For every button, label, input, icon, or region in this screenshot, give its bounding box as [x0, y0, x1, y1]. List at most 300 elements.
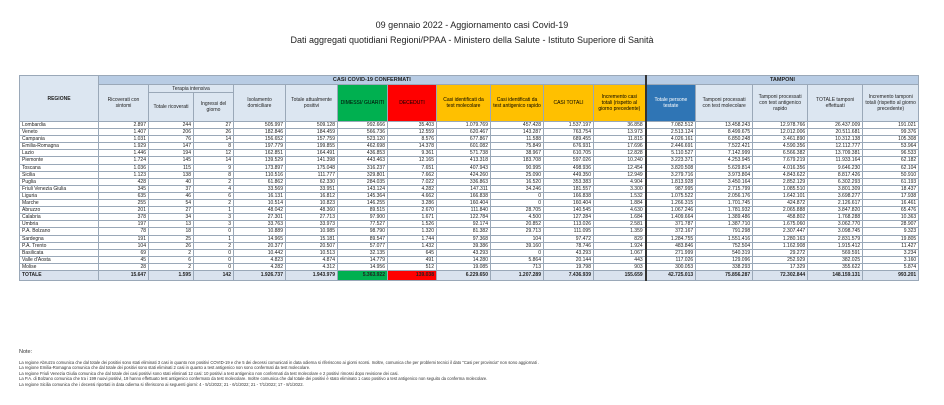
value-cell: 12.012.006 — [753, 129, 808, 136]
value-cell: 316.237 — [338, 164, 388, 171]
value-cell: 5.110.527 — [646, 150, 696, 157]
value-cell: 1.915.412 — [808, 242, 863, 249]
value-cell: 105.308 — [863, 136, 919, 143]
value-cell: 160.404 — [437, 200, 491, 207]
notes-section — [19, 350, 909, 388]
value-cell: 8.817.426 — [808, 171, 863, 178]
value-cell: 3.234 — [863, 249, 919, 256]
value-cell: 139.529 — [234, 157, 286, 164]
value-cell: 15.181 — [286, 235, 338, 242]
value-cell: 33.951 — [286, 185, 338, 192]
value-cell: 1.067.246 — [646, 207, 696, 214]
value-cell: 27 — [149, 207, 194, 214]
table-row — [20, 178, 919, 185]
value-cell: 3.279.716 — [646, 171, 696, 178]
value-cell: 27 — [194, 122, 234, 129]
value-cell: 8.576 — [388, 136, 437, 143]
region-cell: Toscana — [20, 164, 99, 171]
tamp-inc-header: Incremento tamponi totali (rispetto al giorno precedente) — [863, 85, 919, 122]
value-cell: 2 — [149, 263, 194, 270]
value-cell: 6.566.382 — [753, 150, 808, 157]
value-cell: 15.647 — [99, 270, 149, 280]
value-cell: 378 — [99, 214, 149, 221]
value-cell: 10.363 — [863, 214, 919, 221]
value-cell: 77.527 — [338, 221, 388, 228]
value-cell: 12.112.777 — [808, 143, 863, 150]
value-cell: 3.300 — [594, 185, 646, 192]
value-cell: 6.850.248 — [696, 136, 753, 143]
value-cell: 1.929 — [99, 143, 149, 150]
notes-lines — [19, 360, 909, 388]
value-cell: 1.075.522 — [646, 192, 696, 199]
value-cell: 156.652 — [234, 136, 286, 143]
value-cell: 40 — [149, 178, 194, 185]
value-cell: 61.193 — [863, 178, 919, 185]
value-cell: 20.377 — [234, 242, 286, 249]
value-cell: 4.874 — [286, 256, 338, 263]
value-cell: 271.999 — [646, 249, 696, 256]
value-cell: 155.659 — [594, 270, 646, 280]
value-cell: 4.904 — [594, 178, 646, 185]
value-cell: 1.671 — [388, 214, 437, 221]
totali-header: CASI TOTALI — [544, 85, 594, 122]
region-cell: Lombardia — [20, 122, 99, 129]
value-cell: 355.622 — [808, 263, 863, 270]
value-cell: 413.318 — [437, 157, 491, 164]
value-cell: 97.368 — [437, 235, 491, 242]
value-cell: 5.864 — [491, 256, 544, 263]
value-cell: 7.082.512 — [646, 122, 696, 129]
value-cell: 3.973.804 — [696, 171, 753, 178]
table-row — [20, 214, 919, 221]
value-cell: 111.777 — [286, 171, 338, 178]
value-cell: 566.736 — [338, 129, 388, 136]
report-subtitle: Dati aggregati quotidiani Regioni/PPAA - Ministero della Salute - Istituto Superiore di Sanità — [290, 35, 654, 45]
value-cell: 2 — [194, 200, 234, 207]
value-cell: 2.126.617 — [808, 200, 863, 207]
region-cell: Piemonte — [20, 157, 99, 164]
value-cell: 175.048 — [286, 164, 338, 171]
value-cell: 140.545 — [544, 207, 594, 214]
value-cell: 2 — [194, 242, 234, 249]
value-cell: 3.847.820 — [808, 207, 863, 214]
value-cell: 13.458.243 — [696, 122, 753, 129]
value-cell: 13.709.381 — [808, 150, 863, 157]
value-cell: 183.708 — [491, 157, 544, 164]
value-cell: 17.938 — [863, 192, 919, 199]
value-cell: 1.537.197 — [544, 122, 594, 129]
value-cell: 25 — [149, 235, 194, 242]
value-cell: 329.801 — [338, 171, 388, 178]
value-cell: 14.956 — [338, 263, 388, 270]
value-cell: 1.409.664 — [646, 214, 696, 221]
value-cell: 142 — [194, 270, 234, 280]
value-cell: 7.436.939 — [544, 270, 594, 280]
value-cell: 184.459 — [286, 129, 338, 136]
value-cell: 147 — [149, 143, 194, 150]
value-cell: 3.160 — [863, 256, 919, 263]
value-cell: 10.823 — [286, 200, 338, 207]
value-cell: 1.266.315 — [646, 200, 696, 207]
value-cell: 0 — [194, 228, 234, 235]
value-cell: 300.053 — [646, 263, 696, 270]
value-cell: 65.476 — [863, 207, 919, 214]
region-cell: Sardegna — [20, 235, 99, 242]
value-cell: 28.705 — [491, 207, 544, 214]
note-line: La P.A. di Bolzano comunica che tra i 199 nuovi positivi, 19 hanno effettuato test antigenico confermato da test molecolare. Inoltre comunica che dal totale dei positivi è stato eliminato 1 caso positivo a test antigenico non seguito da conferma molecolare. — [19, 376, 488, 382]
value-cell: 113.026 — [544, 221, 594, 228]
value-cell: 104 — [491, 235, 544, 242]
value-cell: 1.924 — [594, 242, 646, 249]
value-cell: 38.967 — [491, 150, 544, 157]
note-line: La regione Sicilia comunica che i decessi riportati in data odierna si riferiscono ai seguenti giorni: 4 - 5/1/2022; 21 - 6/1/2022; 21 - 7/1/2022; 17 - 8/1/2022. — [19, 381, 304, 387]
value-cell: 4.823 — [234, 256, 286, 263]
value-cell: 98.790 — [338, 228, 388, 235]
value-cell: 33.973 — [286, 221, 338, 228]
value-cell: 10.889 — [234, 228, 286, 235]
value-cell: 4.026.161 — [646, 136, 696, 143]
region-cell: P.A. Bolzano — [20, 228, 99, 235]
value-cell: 371.787 — [646, 221, 696, 228]
value-cell: 3.062.770 — [808, 221, 863, 228]
value-cell: 122.784 — [437, 214, 491, 221]
region-cell: Abruzzo — [20, 207, 99, 214]
value-cell: 635 — [99, 192, 149, 199]
value-cell: 62.330 — [286, 178, 338, 185]
value-cell: 206 — [149, 129, 194, 136]
value-cell: 19.798 — [544, 263, 594, 270]
value-cell: 2.670 — [388, 207, 437, 214]
value-cell: 1.446 — [99, 150, 149, 157]
value-cell: 829 — [594, 235, 646, 242]
value-cell: 569.591 — [808, 249, 863, 256]
table-row — [20, 263, 919, 270]
value-cell: 33.763 — [234, 221, 286, 228]
value-cell: 523.120 — [338, 136, 388, 143]
value-cell: 1.389.486 — [696, 214, 753, 221]
value-cell: 194 — [149, 150, 194, 157]
value-cell: 12.454 — [594, 164, 646, 171]
value-cell: 48.042 — [234, 207, 286, 214]
value-cell: 9 — [194, 164, 234, 171]
value-cell: 645 — [388, 249, 437, 256]
value-cell: 2 — [149, 249, 194, 256]
table-row — [20, 171, 919, 178]
value-cell: 11.815 — [594, 136, 646, 143]
value-cell: 3 — [194, 221, 234, 228]
value-cell: 129.096 — [696, 256, 753, 263]
antigenico-header: Casi identificati da test antigenico rapido — [491, 85, 544, 122]
value-cell: 1.207.289 — [491, 270, 544, 280]
value-cell: 1.684 — [594, 214, 646, 221]
value-cell: 4.843.622 — [753, 171, 808, 178]
value-cell: 1.926.737 — [234, 270, 286, 280]
value-cell: 4.630 — [594, 207, 646, 214]
dimessi-header: DIMESSI/ GUARITI — [338, 85, 388, 122]
value-cell: 428 — [99, 178, 149, 185]
value-cell: 32.135 — [338, 249, 388, 256]
value-cell: 12.978.766 — [753, 122, 808, 129]
value-cell: 1 — [194, 235, 234, 242]
value-cell: 19.085 — [437, 263, 491, 270]
value-cell: 11.588 — [491, 136, 544, 143]
value-cell: 1 — [194, 207, 234, 214]
value-cell: 4.282 — [388, 185, 437, 192]
value-cell: 2.307.447 — [753, 228, 808, 235]
region-cell: Basilicata — [20, 249, 99, 256]
value-cell: 14.779 — [338, 256, 388, 263]
value-cell: 0 — [491, 200, 544, 207]
value-cell: 449.350 — [544, 171, 594, 178]
value-cell: 99.376 — [863, 129, 919, 136]
value-cell: 2.897 — [99, 122, 149, 129]
value-cell: 3.801.309 — [808, 185, 863, 192]
value-cell: 8 — [194, 143, 234, 150]
table-row — [20, 129, 919, 136]
value-cell: 143.287 — [491, 129, 544, 136]
value-cell: 111.840 — [437, 207, 491, 214]
value-cell: 173.897 — [234, 164, 286, 171]
group-header-row — [20, 76, 919, 85]
value-cell: 620.467 — [437, 129, 491, 136]
value-cell: 791.298 — [696, 228, 753, 235]
value-cell: 505.997 — [234, 122, 286, 129]
value-cell: 12.828 — [594, 150, 646, 157]
table-row — [20, 164, 919, 171]
value-cell: 75.856.287 — [696, 270, 753, 280]
region-cell: P.A. Trento — [20, 242, 99, 249]
value-cell: 76 — [149, 136, 194, 143]
value-cell: 53.964 — [863, 143, 919, 150]
value-cell: 2 — [194, 178, 234, 185]
value-cell: 1.387.710 — [696, 221, 753, 228]
covid-data-table — [19, 75, 919, 281]
region-cell: Puglia — [20, 178, 99, 185]
value-cell: 992.666 — [338, 122, 388, 129]
table-row — [20, 256, 919, 263]
value-cell: 26.437.009 — [808, 122, 863, 129]
value-cell: 17.696 — [594, 143, 646, 150]
value-cell: 54 — [149, 200, 194, 207]
value-cell: 20.852 — [491, 221, 544, 228]
value-cell: 12.165 — [388, 157, 437, 164]
value-cell: 4.500 — [491, 214, 544, 221]
value-cell: 6.229.650 — [437, 270, 491, 280]
value-cell: 7.022 — [388, 178, 437, 185]
value-cell: 284.035 — [338, 178, 388, 185]
value-cell: 0 — [491, 249, 544, 256]
region-cell: Veneto — [20, 129, 99, 136]
value-cell: 1.085.510 — [753, 185, 808, 192]
table-row — [20, 192, 919, 199]
value-cell: 146.255 — [338, 200, 388, 207]
value-cell: 443 — [594, 256, 646, 263]
value-cell: 0 — [491, 192, 544, 199]
value-cell: 610.705 — [544, 150, 594, 157]
value-cell: 372.167 — [646, 228, 696, 235]
region-cell: Lazio — [20, 150, 99, 157]
value-cell: 2.056.176 — [696, 192, 753, 199]
value-cell: 181.557 — [544, 185, 594, 192]
value-cell: 1.284.755 — [646, 235, 696, 242]
value-cell: 7.651 — [388, 164, 437, 171]
value-cell: 34.246 — [491, 185, 544, 192]
ti-tot-header: Totale ricoverati — [149, 93, 194, 122]
value-cell: 993.201 — [863, 270, 919, 280]
tamp-mol-header: Tamponi processati con test molecolare — [696, 85, 753, 122]
value-cell: 1.526 — [388, 221, 437, 228]
note-line: La regione Abruzzo comunica che dal totale dei positivi sono stati eliminati 3 casi in quanto non positivi COVID-19 e che 5 dei decessi comunicati in data odierna si riferiscono ai giorni scorsi. Inoltre, comunica che per problemi tecnici il dato "Casi per provincia" non sono aggiornati . — [19, 359, 540, 365]
value-cell: 677.867 — [437, 136, 491, 143]
value-cell: 27.301 — [234, 214, 286, 221]
notes-title: Note: — [19, 349, 33, 355]
value-cell: 1.067 — [594, 249, 646, 256]
value-cell: 166.838 — [544, 192, 594, 199]
value-cell: 2.581 — [594, 221, 646, 228]
value-cell: 115 — [149, 164, 194, 171]
value-cell: 14.378 — [388, 143, 437, 150]
value-cell: 166.838 — [437, 192, 491, 199]
value-cell: 8 — [194, 171, 234, 178]
value-cell: 6.302.293 — [808, 178, 863, 185]
value-cell: 199.855 — [286, 143, 338, 150]
ricoverati-header: Ricoverati con sintomi — [99, 85, 149, 122]
value-cell: 483.846 — [646, 242, 696, 249]
value-cell: 39.160 — [491, 242, 544, 249]
value-cell: 9.361 — [388, 150, 437, 157]
value-cell: 462.698 — [338, 143, 388, 150]
value-cell: 7.142.999 — [696, 150, 753, 157]
region-cell: Umbria — [20, 221, 99, 228]
table-row — [20, 157, 919, 164]
positivi-header: Totale attualmente positivi — [286, 85, 338, 122]
value-cell: 148.159.131 — [808, 270, 863, 280]
value-cell: 39.386 — [437, 242, 491, 249]
value-cell: 458.802 — [753, 214, 808, 221]
value-cell: 191 — [99, 235, 149, 242]
value-cell: 182.846 — [234, 129, 286, 136]
value-cell: 457.428 — [491, 122, 544, 129]
value-cell: 1.701.745 — [696, 200, 753, 207]
value-cell: 713 — [491, 263, 544, 270]
table-row — [20, 150, 919, 157]
value-cell: 424.872 — [753, 200, 808, 207]
value-cell: 987.995 — [646, 185, 696, 192]
value-cell: 4.282 — [234, 263, 286, 270]
value-cell: 96.533 — [863, 150, 919, 157]
value-cell: 1.532 — [594, 192, 646, 199]
value-cell: 45 — [99, 256, 149, 263]
value-cell: 11.933.164 — [808, 157, 863, 164]
value-cell: 10.514 — [234, 200, 286, 207]
value-cell: 601.082 — [437, 143, 491, 150]
value-cell: 90.995 — [491, 164, 544, 171]
value-cell: 1.031 — [99, 136, 149, 143]
region-cell: Molise — [20, 263, 99, 270]
value-cell: 1.744 — [388, 235, 437, 242]
value-cell: 11.427 — [863, 242, 919, 249]
value-cell: 424.260 — [437, 171, 491, 178]
value-cell: 197.779 — [234, 143, 286, 150]
value-cell: 201 — [99, 207, 149, 214]
value-cell: 19.805 — [863, 235, 919, 242]
value-cell: 338.293 — [696, 263, 753, 270]
value-cell: 8.499.675 — [696, 129, 753, 136]
region-cell: Calabria — [20, 214, 99, 221]
value-cell: 512 — [388, 263, 437, 270]
value-cell: 139.038 — [388, 270, 437, 280]
value-cell: 104 — [99, 242, 149, 249]
tamp-tot-header: TOTALE tamponi effettuati — [808, 85, 863, 122]
value-cell: 1.036 — [99, 164, 149, 171]
value-cell: 5.874 — [863, 263, 919, 270]
value-cell: 6 — [149, 256, 194, 263]
terapia-group-header: Terapia intensiva — [149, 85, 234, 93]
molecolare-header: Casi identificati da test molecolare — [437, 85, 491, 122]
report-title: 09 gennaio 2022 - Aggiornamento casi Covid-19 — [375, 20, 569, 30]
value-cell: 14 — [194, 136, 234, 143]
value-cell: 20.507 — [286, 242, 338, 249]
value-cell: 1.642.101 — [753, 192, 808, 199]
value-cell: 111.095 — [544, 228, 594, 235]
region-cell: TOTALE — [20, 270, 99, 280]
value-cell: 14.965 — [234, 235, 286, 242]
value-cell: 2.852.129 — [753, 178, 808, 185]
isolamento-header: Isolamento domiciliare — [234, 85, 286, 122]
region-cell: Emilia-Romagna — [20, 143, 99, 150]
table-body — [20, 122, 919, 281]
region-cell: Friuli Venezia Giulia — [20, 185, 99, 192]
value-cell: 157.759 — [286, 136, 338, 143]
value-cell: 27.713 — [286, 214, 338, 221]
value-cell: 10.442 — [234, 249, 286, 256]
value-cell: 89.547 — [338, 235, 388, 242]
value-cell: 1.943.979 — [286, 270, 338, 280]
value-cell: 62.182 — [863, 157, 919, 164]
value-cell: 1.813.928 — [646, 178, 696, 185]
value-cell: 1.595 — [149, 270, 194, 280]
value-cell: 75.849 — [491, 143, 544, 150]
value-cell: 1.551.416 — [696, 235, 753, 242]
value-cell: 46 — [149, 192, 194, 199]
value-cell: 12 — [194, 150, 234, 157]
value-cell: 147.311 — [437, 185, 491, 192]
value-cell: 50.910 — [863, 171, 919, 178]
value-cell: 571.738 — [437, 150, 491, 157]
value-cell: 3.461.890 — [753, 136, 808, 143]
value-cell: 92.174 — [437, 221, 491, 228]
group-main-header: CASI COVID-19 CONFERMATI — [99, 76, 646, 85]
value-cell: 16.461 — [863, 200, 919, 207]
value-cell: 97.472 — [544, 235, 594, 242]
testate-header: Totale persone testate — [646, 85, 696, 122]
value-cell: 197 — [99, 221, 149, 228]
value-cell: 42.725.013 — [646, 270, 696, 280]
value-cell: 3.698.277 — [808, 192, 863, 199]
value-cell: 69 — [99, 249, 149, 256]
value-cell: 0 — [194, 249, 234, 256]
value-cell: 97.900 — [338, 214, 388, 221]
value-cell: 33.569 — [234, 185, 286, 192]
value-cell: 13.973 — [594, 129, 646, 136]
value-cell: 78 — [99, 228, 149, 235]
value-cell: 3.286 — [388, 200, 437, 207]
value-cell: 36.858 — [594, 122, 646, 129]
value-cell: 345 — [99, 185, 149, 192]
value-cell: 1.768.288 — [808, 214, 863, 221]
value-cell: 20.511.681 — [808, 129, 863, 136]
value-cell: 43.293 — [437, 249, 491, 256]
